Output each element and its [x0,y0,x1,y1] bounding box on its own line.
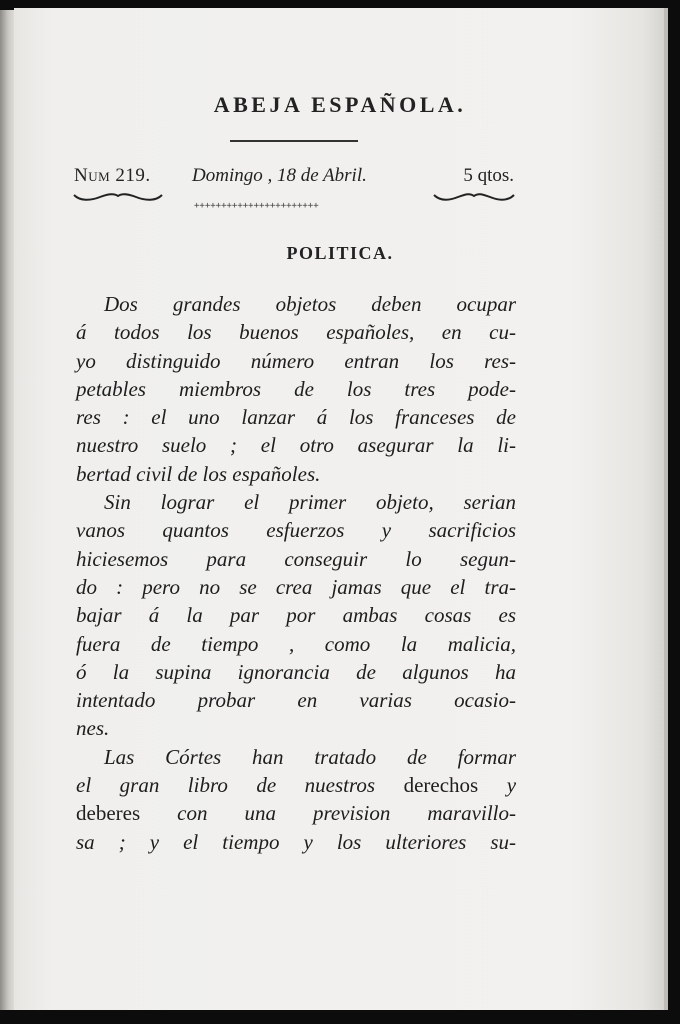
text-line: bajar á la par por ambas cosas es [76,603,516,628]
text-line: fuera de tiempo , como la malicia, [76,631,516,656]
section-title: POLITICA. [286,243,394,263]
text-fragment-upright: derechos [403,773,479,798]
text-line: á todos los buenos españoles, en cu- [76,320,516,345]
text-fragment: y [506,773,517,798]
text-line: do : pero no se crea jamas que el tra- [76,574,516,599]
text-line: sa ; y el tiempo y los ulteriores su- [76,829,516,854]
ornament-rule: +++++++++++++++++++++++ [194,201,319,211]
text-line: Sin lograr el primer objeto, serian [104,490,516,515]
text-line: yo distinguido número entran los res- [76,348,516,373]
issue-number [74,165,151,187]
text-line: nuestro suelo ; el otro asegurar la li- [76,433,516,458]
text-line-mixed [76,799,516,827]
text-line: ó la supina ignorancia de algunos ha [76,659,516,684]
text-line: petables miembros de los tres pode- [76,376,516,401]
text-line-mixed [76,771,516,799]
text-line: Las Córtes han tratado de formar [104,744,516,769]
text-line: vanos quantos esfuerzos y sacrificios [76,518,516,543]
page-edge-shadow [664,8,668,1010]
issue-header [74,165,514,189]
issue-date: Domingo , 18 de Abril. [192,165,367,186]
newspaper-title: ABEJA ESPAÑOLA. [213,92,467,117]
title-rule [230,140,358,142]
issue-number-value: 219. [115,165,151,186]
article-body [76,290,516,856]
text-line: Dos grandes objetos deben ocupar [104,292,516,316]
text-fragment: con una prevision maravillo- [177,801,516,826]
text-line: res : el uno lanzar á los franceses de [76,405,516,430]
text-fragment: el gran libro de nuestros [76,773,376,798]
text-line: intentado probar en varias ocasio- [76,688,516,713]
text-fragment-upright: deberes [76,801,141,826]
text-line: hiciesemos para conseguir lo segun- [76,546,516,571]
issue-price: 5 qtos. [463,165,514,186]
text-line: bertad civil de los españoles. [76,461,321,486]
issue-number-label: Num [74,165,111,186]
text-line: nes. [76,716,110,741]
swash-ornament-left [72,189,164,203]
swash-ornament-right [432,189,516,203]
